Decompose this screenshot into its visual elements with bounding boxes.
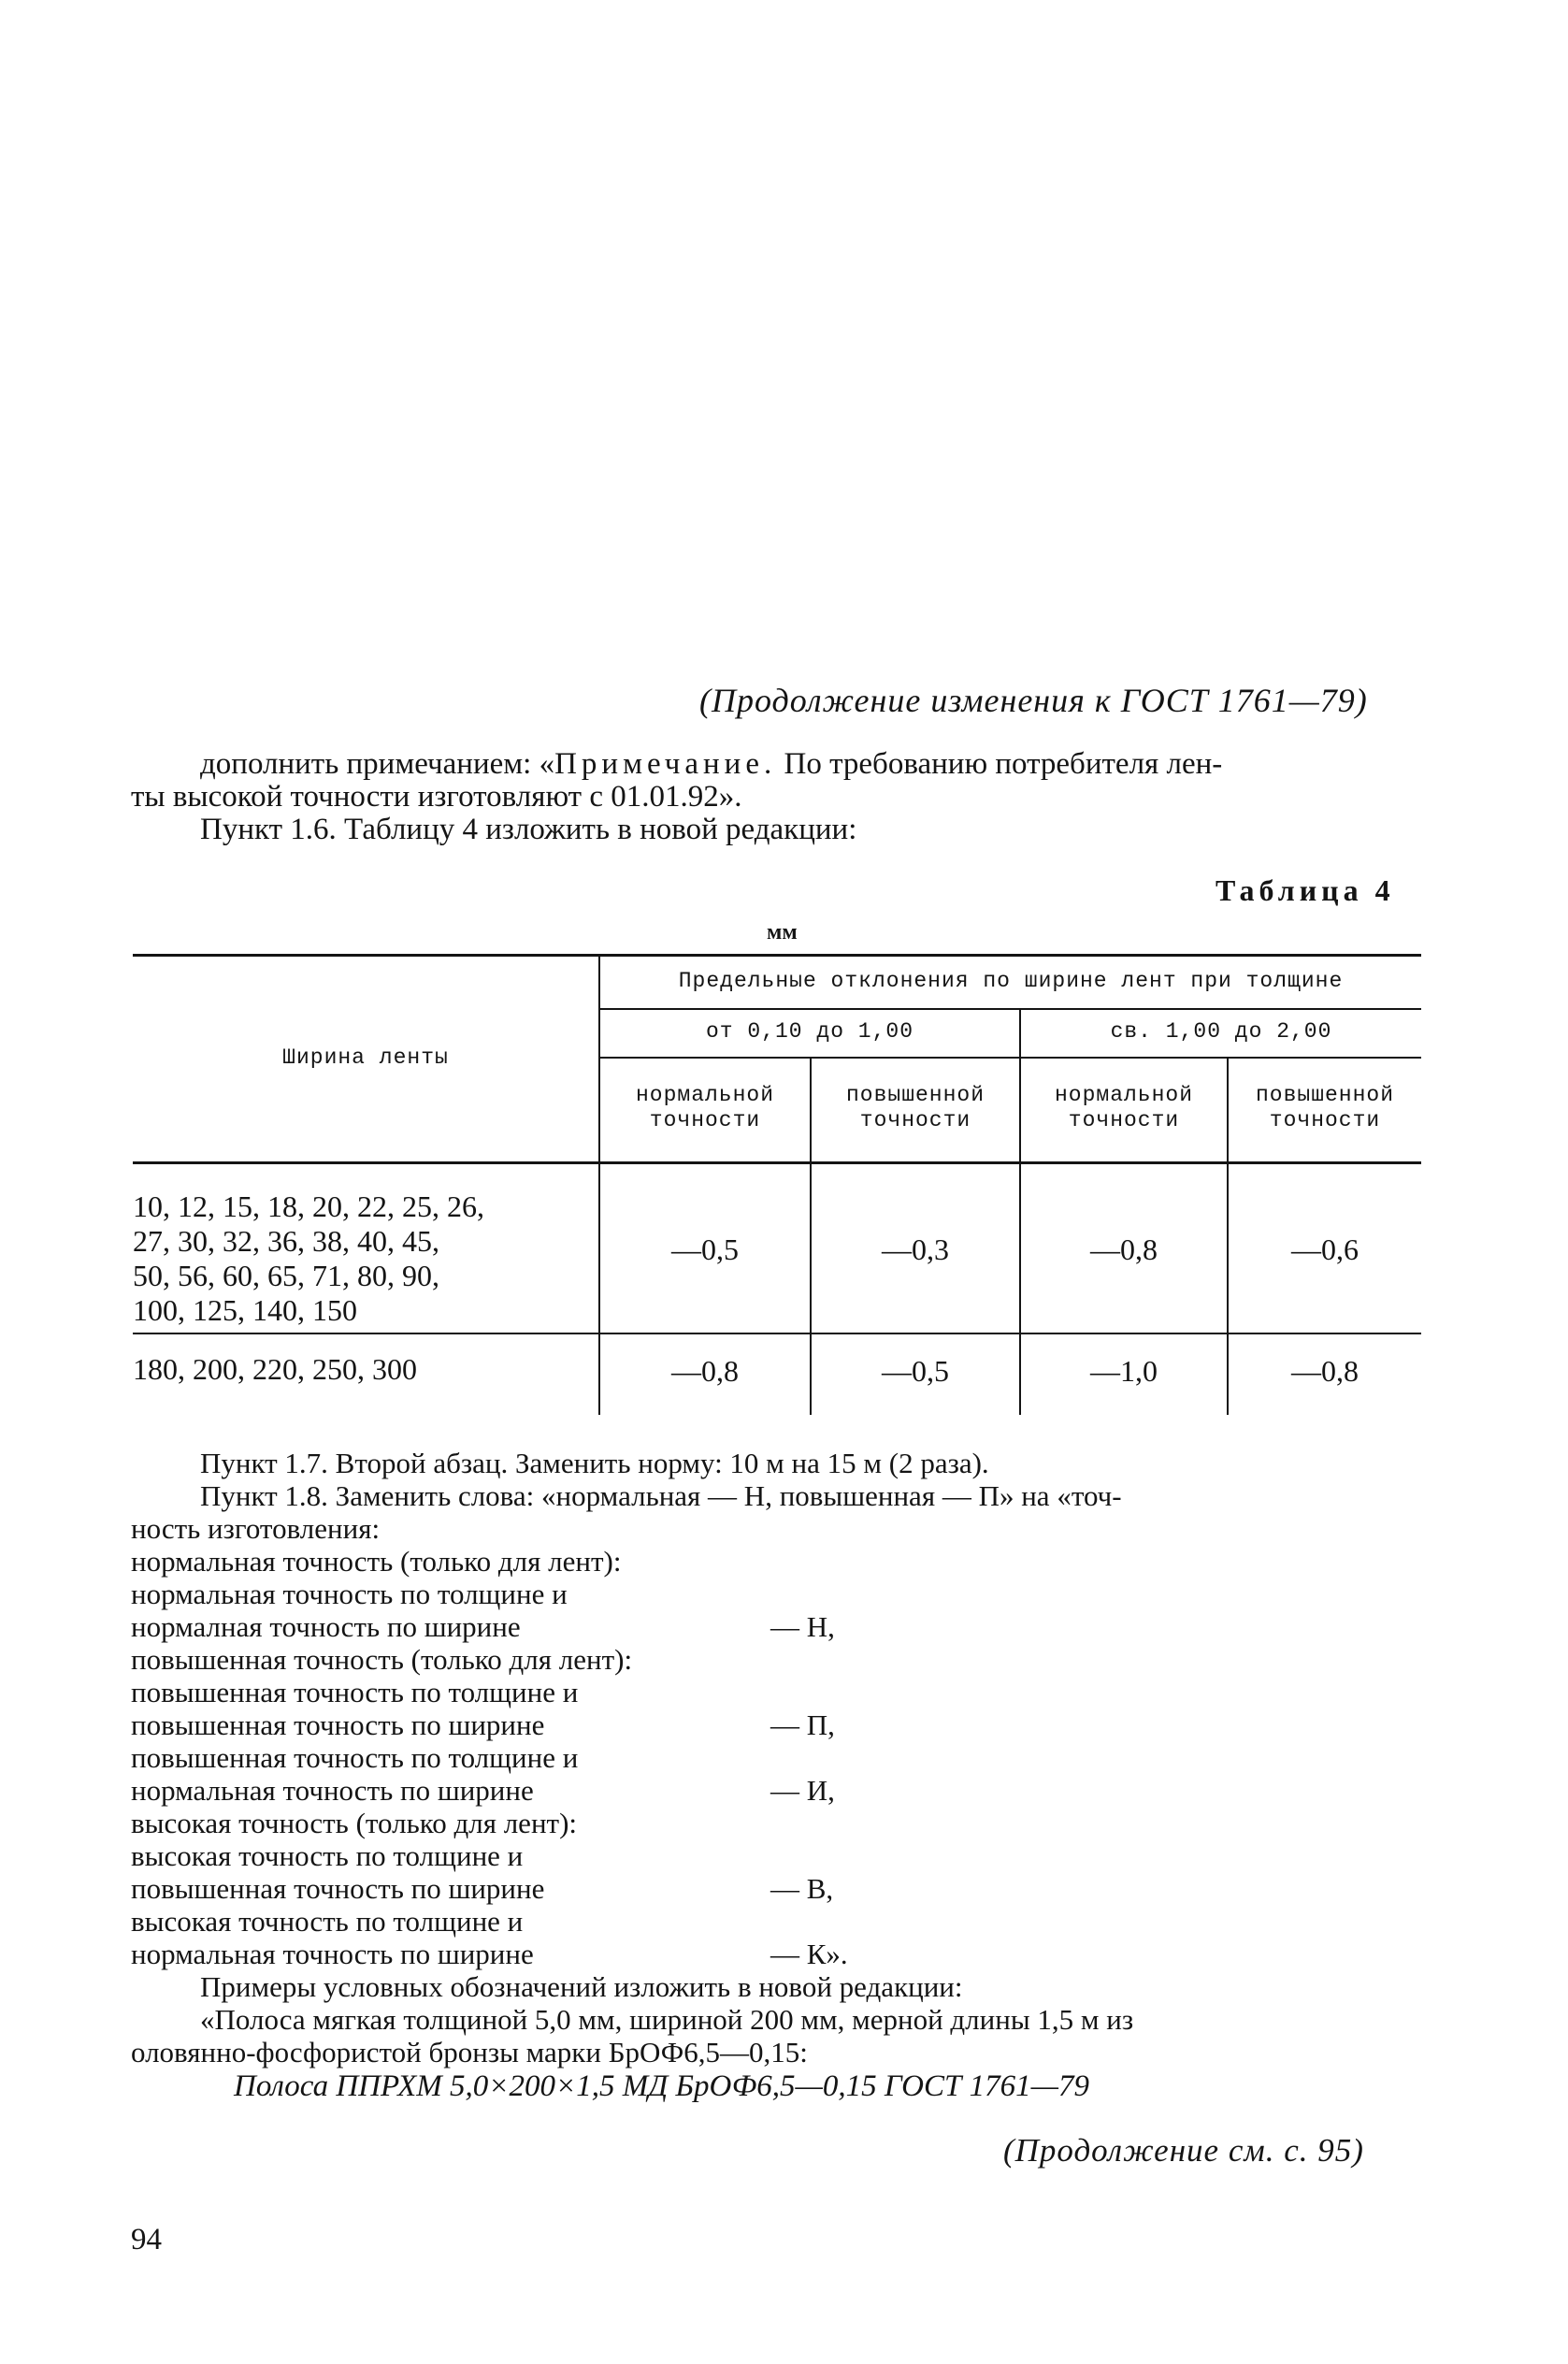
list-item: повышенная точность по ширине — П, — [131, 1708, 835, 1741]
list-item: высокая точность (только для лент): — [131, 1807, 578, 1839]
example-designation: Полоса ППРХМ 5,0×200×1,5 МД БрОФ6,5—0,15 ГОСТ 1761—79 — [234, 2069, 1089, 2103]
sub-normal-thin — [600, 1083, 810, 1133]
sub-high-thick-1: повышенной — [1255, 1083, 1395, 1107]
sub-normal-thick — [1021, 1083, 1227, 1133]
sub-high-thin-2: точности — [859, 1108, 971, 1132]
row1-value-high-thick: —0,6 — [1291, 1232, 1359, 1266]
intro-line-3: Пункт 1.6. Таблицу 4 изложить в новой редакции: — [200, 813, 857, 846]
list-item: нормальная точность по ширине — К». — [131, 1938, 848, 1970]
list-item: нормалная точность по ширине — Н, — [131, 1610, 835, 1643]
examples-heading: Примеры условных обозначений изложить в новой редакции: — [200, 1970, 963, 2003]
row2-value-normal-thin: —0,8 — [671, 1354, 739, 1388]
row1-value-normal-thin: —0,5 — [671, 1232, 739, 1266]
sub-high-thick-2: точности — [1269, 1108, 1381, 1132]
row2-value-high-thin: —0,5 — [882, 1354, 949, 1388]
list-item: нормальная точность по толщине и — [131, 1578, 568, 1610]
sub-normal-thin-2: точности — [649, 1108, 761, 1132]
list-item: повышенная точность по толщине и — [131, 1741, 579, 1774]
group-thick: св. 1,00 до 2,00 — [1110, 1019, 1332, 1044]
example-line-1: «Полоса мягкая толщиной 5,0 мм, шириной 200 мм, мерной длины 1,5 м из — [200, 2003, 1134, 2036]
designation-list — [131, 1545, 848, 1971]
sub-normal-thick-2: точности — [1068, 1108, 1180, 1132]
sub-high-thick — [1229, 1083, 1421, 1133]
header-deviation: Предельные отклонения по ширине лент при толщине — [678, 969, 1344, 993]
paragraph-1-8-line-2: ность изготовления: — [131, 1512, 381, 1545]
table-unit: мм — [767, 920, 798, 944]
list-item: повышенная точность по толщине и — [131, 1676, 579, 1708]
intro-line-1-start: дополнить примечанием: « — [200, 747, 555, 781]
list-item: повышенная точность (только для лент): — [131, 1643, 633, 1676]
row2-widths — [133, 1352, 417, 1387]
paragraph-1-7: Пункт 1.7. Второй абзац. Заменить норму: 10 м на 15 м (2 раза). — [200, 1447, 989, 1479]
row1-widths-line: 10, 12, 15, 18, 20, 22, 25, 26, — [133, 1189, 484, 1223]
paragraph-1-8-line-1: Пункт 1.8. Заменить слова: «нормальная — Н, повышенная — П» на «точ- — [200, 1479, 1122, 1512]
example-line-2: оловянно-фосфористой бронзы марки БрОФ6,5—0,15: — [131, 2036, 808, 2068]
continuation-footer: (Продолжение см. с. 95) — [1003, 2132, 1364, 2169]
sub-normal-thin-1: нормальной — [635, 1083, 775, 1107]
header-rule-2 — [598, 1057, 1421, 1059]
header-width: Ширина ленты — [282, 1045, 449, 1070]
sub-normal-thick-1: нормальной — [1054, 1083, 1194, 1107]
table-caption: Таблица 4 — [1216, 873, 1395, 907]
note-label: Примечание. — [554, 747, 777, 781]
page-number: 94 — [131, 2223, 162, 2256]
row1-widths-line: 50, 56, 60, 65, 71, 80, 90, — [133, 1259, 439, 1292]
row1-value-high-thin: —0,3 — [882, 1232, 949, 1266]
table-top-rule — [133, 954, 1421, 957]
list-item: высокая точность по толщине и — [131, 1839, 524, 1872]
row2-widths-line: 180, 200, 220, 250, 300 — [133, 1352, 417, 1386]
list-item: повышенная точность по ширине — В, — [131, 1872, 834, 1905]
sub-high-thin — [812, 1083, 1019, 1133]
row2-value-high-thick: —0,8 — [1291, 1354, 1359, 1388]
sub-high-thin-1: повышенной — [845, 1083, 985, 1107]
group-thin: от 0,10 до 1,00 — [705, 1019, 914, 1044]
row1-value-normal-thick: —0,8 — [1090, 1232, 1158, 1266]
header-rule-1 — [598, 1008, 1421, 1010]
list-item: высокая точность по толщине и — [131, 1905, 524, 1938]
list-item: нормальная точность по ширине — И, — [131, 1774, 835, 1807]
intro-line-1-end: По требованию потребителя лен- — [776, 747, 1223, 781]
row1-widths-line: 27, 30, 32, 36, 38, 40, 45, — [133, 1224, 439, 1258]
row1-widths-line: 100, 125, 140, 150 — [133, 1293, 357, 1327]
row2-value-normal-thick: —1,0 — [1090, 1354, 1158, 1388]
list-item: нормальная точность (только для лент): — [131, 1545, 622, 1578]
intro-line-2: ты высокой точности изготовляют с 01.01.92». — [131, 780, 742, 814]
intro-line-1 — [200, 748, 1222, 780]
continuation-header: (Продолжение изменения к ГОСТ 1761—79) — [699, 682, 1368, 719]
row1-widths — [133, 1189, 484, 1328]
